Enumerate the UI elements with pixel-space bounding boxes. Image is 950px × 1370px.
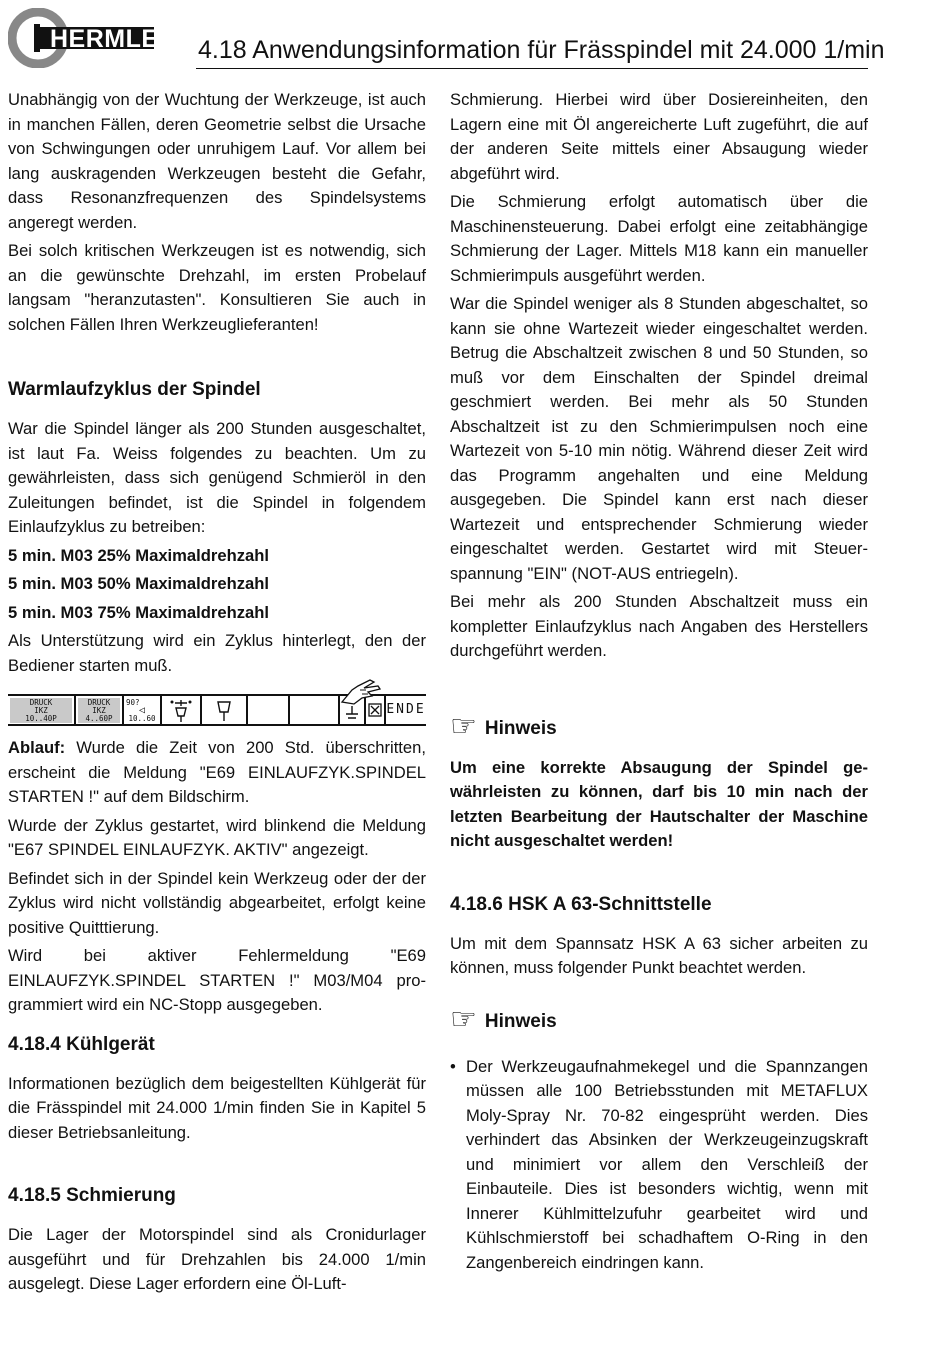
softkey-spindle-lube[interactable]: [162, 696, 202, 724]
paragraph: [8, 736, 426, 810]
left-column: [8, 88, 426, 1301]
paragraph: Schmierung. Hierbei wird über Dosiereinheiten, den Lagern eine mit Öl angereicherte Luft zugeführt, die auf der anderen Seite mittels einer Absaugung wieder abgeführt wird.: [450, 90, 868, 183]
pointing-hand-icon: ☞: [450, 709, 477, 743]
softkey-label: 10..60: [128, 714, 156, 723]
hinweis-title: Hinweis: [484, 717, 557, 739]
softkey-label: 4..60P: [85, 714, 113, 723]
paragraph: Befindet sich in der Spindel kein Werkzeug oder der der Zyklus wird nicht vollständig abgearbeitet, erfolgt keine positive Quitttierung.: [8, 868, 426, 937]
hinweis-box: [450, 1002, 868, 1036]
logo-text: HERMLE: [50, 25, 159, 53]
softkey-label: 10..40P: [25, 714, 57, 723]
softkey-empty-1[interactable]: [248, 696, 290, 724]
right-column: [450, 88, 868, 1275]
softkey-label: DRUCK: [29, 698, 53, 707]
softkey-label: IKZ: [92, 706, 106, 715]
paragraph: Um mit dem Spannsatz HSK A 63 sicher arbeiten zu können, muss folgender Punkt beachtet werden.: [450, 933, 868, 977]
paragraph: Bei mehr als 200 Stunden Abschaltzeit muss ein kompletter Einlaufzyklus nach Angaben des Herstellers durchgeführt werden.: [450, 592, 868, 660]
hermle-logo: [8, 8, 159, 68]
spindle-lube-icon: [162, 696, 200, 724]
hinweis-title: Hinweis: [484, 1010, 557, 1032]
paragraph: War die Spindel weniger als 8 Stunden abgeschaltet, so kann sie ohne Wartezeit wieder eingeschaltet werden. Betrug die Abschaltzeit zwischen 8 und 50 Stunden, so muß vor dem Einschalten der Spindel dreimal geschmiert werden. Bei mehr als 50 Stunden Abschaltzeit ist zu den Schmierimpulsen noch eine Wartezeit von 5-10 min nötig. Während dieser Zeit wird das Programm angehalten und eine Meldung ausgegeben. Die Spindel kann erst nach dieser Wartezeit und entsprechender Schmierung wieder eingeschaltet werden. Gestartet wird mit Steuerspannung "EIN" (NOT-AUS entriegeln).: [450, 294, 868, 583]
cycle-step: 5 min. M03 50% Maximaldrehzahl: [8, 574, 269, 593]
angle-icon: ◁: [138, 705, 146, 716]
softkey-druck-ikz-2[interactable]: [76, 696, 124, 724]
softkey-ende[interactable]: ENDE: [386, 702, 426, 717]
paragraph: Unabhängig von der Wuchtung der Werkzeuge, ist auch in manchen Fällen, deren Geometrie selbst die Ursache von Schwingungen oder unruhigem Lauf. Vor allem bei lang auskragenden Werkzeugen besteht die Gefahr, dass Resonanzfrequenzen des Spindelsystems angeregt werden.: [8, 90, 426, 232]
paragraph: Als Unterstützung wird ein Zyklus hinterlegt, den der Bediener starten muß.: [8, 631, 426, 675]
spindle-icon: [202, 696, 246, 724]
paragraph: Informationen bezüglich dem beigestellten Kühlgerät für die Frässpindel mit 24.000 1/min finden Sie in Kapitel 5 dieser Betriebsanleitung.: [8, 1073, 426, 1142]
section-heading: 4.18.5 Schmierung: [8, 1185, 176, 1206]
page-title: 4.18 Anwendungsinformation für Frässpindel mit 24.000 1/min: [198, 36, 885, 64]
header-rule: [196, 68, 868, 69]
paragraph: Wird bei aktiver Fehlermeldung "E69 EINLAUFZYK.SPINDEL STARTEN !" M03/M04 programmiert wird ein NC-Stopp ausgegeben.: [8, 946, 426, 1014]
paragraph: Die Lager der Motorspindel sind als Cronidurlager ausgeführt und für Drehzahlen bis 24.000 1/min ausgelegt. Diese Lager erfordern eine Öl-Luft-: [8, 1225, 426, 1293]
softkey-label: DRUCK: [87, 698, 111, 707]
softkey-druck-ikz-1[interactable]: [8, 696, 76, 724]
softkey-label: 90?: [126, 698, 140, 707]
softkey-spindle[interactable]: [202, 696, 248, 724]
section-heading: 4.18.6 HSK A 63-Schnittstelle: [450, 893, 712, 915]
cycle-step: 5 min. M03 25% Maximaldrehzahl: [8, 545, 269, 565]
softkey-label: IKZ: [34, 706, 48, 715]
page-header: [0, 0, 950, 72]
paragraph: Bei solch kritischen Werkzeugen ist es notwendig, sich an die gewünschte Drehzahl, im ersten Probelauf langsam "heranzutasten". Konsultieren Sie auch in solchen Fällen Ihren Werkzeuglieferanten!: [8, 241, 426, 334]
section-heading: 4.18.4 Kühlgerät: [8, 1033, 155, 1055]
softkey-angle[interactable]: [124, 696, 162, 724]
softkey-bar: [8, 686, 426, 730]
paragraph: War die Spindel länger als 200 Stunden ausgeschaltet, ist laut Fa. Weiss folgendes zu beachten. Um zu gewährleisten, dass sich genügend Schmieröl in den Zuleitungen befindet, ist die Spindel in folgendem Einlaufzyklus zu betreiben:: [8, 419, 426, 536]
list-item: • Der Werkzeugaufnahmekegel und die Spannzangen müssen alle 100 Betriebsstunden mit METAFLUX Moly-Spray Nr. 70-82 eingesprüht werden. Dies verhindert das Absinken der Werkzeugeinzugskraft und minimiert vor allem den Verschleiß der Einbauteile. Dies ist besonders wichtig, wenn mit Innerer Kühlmittelzufuhr gearbeitet wird und Kühlschmierstoff bei schadhaftem O-Ring in den Zangenbereich eindringen kann.: [450, 1055, 868, 1276]
ablauf-label: Ablauf:: [8, 738, 66, 757]
hinweis-text: Um eine korrekte Absaugung der Spindel gewährleisten zu können, darf bis 10 min nach der letzten Bearbeitung der Hautschalter der Maschine nicht ausgeschaltet werden!: [450, 757, 868, 850]
bullet-list: [450, 1055, 868, 1276]
paragraph: Die Schmierung erfolgt automatisch über die Maschinensteuerung. Dabei erfolgt eine zeitabhängige Schmierung der Lager. Mittels M18 kann ein manueller Schmierimpuls ausgeführt werden.: [450, 192, 868, 285]
ablauf-text: Wurde die Zeit von 200 Std. überschritten, erscheint die Meldung "E69 EINLAUFZYK.SPINDEL STARTEN !" auf dem Bildschirm.: [8, 738, 426, 806]
pointing-hand-icon: [338, 676, 386, 716]
softkey-empty-2[interactable]: [290, 696, 340, 724]
hinweis-box: [450, 709, 868, 743]
paragraph: Wurde der Zyklus gestartet, wird blinkend die Meldung "E67 SPINDEL EINLAUFZYK. AKTIV" angezeigt.: [8, 815, 426, 859]
section-heading: Warmlaufzyklus der Spindel: [8, 379, 261, 400]
pointing-hand-icon: ☞: [450, 1002, 477, 1036]
cycle-step: 5 min. M03 75% Maximaldrehzahl: [8, 602, 269, 622]
